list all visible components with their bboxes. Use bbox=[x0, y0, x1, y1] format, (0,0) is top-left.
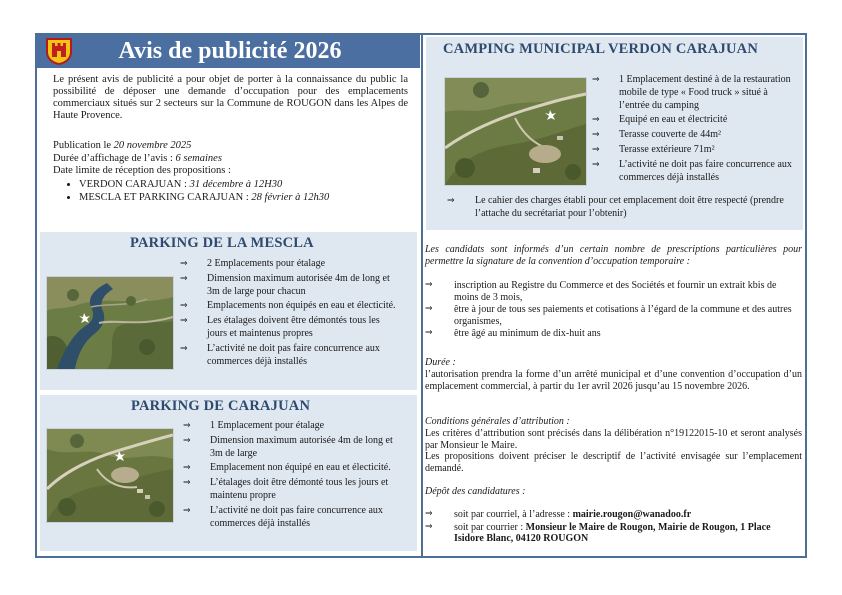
list-item-text: Emplacements non équipés en eau et électicité. bbox=[207, 300, 396, 312]
page-title: Avis de publicité 2026 bbox=[118, 38, 342, 64]
publication-info bbox=[53, 140, 413, 206]
list-item-text: Dimension maximum autorisée 4m de long et 3m de large pour chacun bbox=[207, 272, 390, 297]
list-item-text: Dimension maximum autorisée 4m de long et 3m de large bbox=[210, 434, 393, 459]
depot-email-prefix: soit par courriel, à l’adresse : bbox=[454, 509, 573, 520]
attribution-text-2: Les propositions doivent préciser le descriptif de l’activité envisagée sur l’emplacement demandé. bbox=[425, 451, 802, 474]
arrow-icon: ⇒ bbox=[592, 130, 600, 141]
arrow-icon: ⇒ bbox=[447, 196, 455, 206]
camping-aerial-photo bbox=[444, 77, 587, 186]
list-item bbox=[425, 328, 802, 340]
conditions-intro bbox=[425, 244, 802, 267]
duration-value: 6 semaines bbox=[175, 152, 222, 164]
list-item-text: L’activité ne doit pas faire concurrence aux commerces déjà installés bbox=[207, 342, 380, 367]
list-item bbox=[592, 74, 797, 112]
list-item bbox=[183, 477, 405, 503]
deadline-item bbox=[79, 192, 413, 205]
list-item bbox=[425, 522, 802, 545]
list-item-text: 1 Emplacement destiné à de la restauration mobile de type « Food truck » situé à l’entrée du camping bbox=[619, 74, 791, 111]
attribution-text-1: Les critères d’attribution sont précisés dans la délibération n°19122015-10 et seront analysés par Monsieur le Maire. bbox=[425, 428, 802, 451]
list-item bbox=[425, 304, 802, 327]
duree-text: l’autorisation prendra la forme d’un arrêté municipal et d’une convention d’occupation d’un emplacement commercial, à partir du 1er avril 2026 jusqu’au 15 novembre 2026. bbox=[425, 369, 802, 392]
arrow-icon: ⇒ bbox=[180, 301, 188, 312]
list-item-text: Emplacement non équipé en eau et électicité. bbox=[210, 462, 391, 474]
arrow-icon: ⇒ bbox=[592, 144, 600, 155]
publication-date: 20 novembre 2025 bbox=[113, 140, 192, 151]
arrow-icon: ⇒ bbox=[425, 509, 433, 519]
list-item bbox=[592, 114, 797, 127]
cahier-text: Le cahier des charges établi pour cet emplacement doit être respecté (prendre l’attache du secrétariat pour l’obtenir) bbox=[475, 195, 784, 219]
coat-of-arms-icon bbox=[46, 37, 72, 65]
deadline-list bbox=[53, 179, 413, 205]
deadline-site: MESCLA ET PARKING CARAJUAN : bbox=[79, 192, 252, 203]
duration-label: Durée d’affichage de l’avis : bbox=[53, 152, 176, 164]
list-item bbox=[425, 509, 802, 521]
camping-aerial-image bbox=[445, 78, 586, 185]
conditions-intro-text: Les candidats sont informés d’un certain nombre de prescriptions particulières pour permettre la signature de la convention d’occupation temporaire : bbox=[425, 244, 802, 267]
arrow-icon: ⇒ bbox=[180, 343, 188, 354]
conditions-list bbox=[425, 280, 802, 341]
list-item-text: Terasse extérieure 71m² bbox=[619, 143, 715, 155]
arrow-icon: ⇒ bbox=[425, 280, 433, 290]
arrow-icon: ⇒ bbox=[592, 115, 600, 126]
attribution-label bbox=[425, 416, 802, 428]
arrow-icon: ⇒ bbox=[183, 435, 191, 446]
arrow-icon: ⇒ bbox=[183, 505, 191, 516]
deadline-date: 28 février à 12h30 bbox=[251, 192, 330, 203]
depot-mail-prefix: soit par courrier : bbox=[454, 521, 526, 533]
arrow-icon: ⇒ bbox=[183, 478, 191, 489]
list-item-text: inscription au Registre du Commerce et des Sociétés et fournir un extrait kbis de moins de 3 mois, bbox=[454, 280, 777, 303]
duration-line bbox=[53, 153, 413, 166]
arrow-icon: ⇒ bbox=[592, 75, 600, 85]
carajuan-aerial-image bbox=[47, 429, 173, 522]
list-item-text: L’activité ne doit pas faire concurrence aux commerces déjà installés bbox=[210, 504, 383, 529]
arrow-icon: ⇒ bbox=[183, 421, 191, 431]
deadline-site: VERDON CARAJUAN : bbox=[79, 178, 190, 190]
list-item-text: L’étalages doit être démonté tous les jours et maintenu propre bbox=[210, 477, 389, 501]
list-item bbox=[183, 435, 405, 461]
list-item-text: Les étalages doivent être démontés tous les jours et maintenus propres bbox=[207, 315, 380, 339]
list-item bbox=[180, 273, 402, 299]
arrow-icon: ⇒ bbox=[183, 463, 191, 474]
column-divider bbox=[421, 33, 423, 558]
list-item-text: Terasse couverte de 44m² bbox=[619, 129, 721, 141]
list-item-text: 2 Emplacements pour étalage bbox=[207, 258, 326, 269]
depot-label bbox=[425, 486, 802, 498]
duree-label-text: Durée : bbox=[425, 357, 456, 368]
list-item-text: Equipé en eau et électricité bbox=[619, 114, 728, 126]
list-item-text: être à jour de tous ses paiements et cotisations à l’égard de la commune et des autres organismes, bbox=[454, 304, 792, 327]
arrow-icon: ⇒ bbox=[425, 304, 433, 315]
intro-paragraph: Le présent avis de publicité a pour objet de porter à la connaissance du public la possibilité de déposer une demande d’occupation pour des emplacements commerciaux situés sur 2 secteurs sur la Commune de ROUGON dans les Alpes de Haute Provence. bbox=[53, 74, 408, 121]
mescla-title: PARKING DE LA MESCLA bbox=[130, 235, 314, 251]
list-item bbox=[183, 462, 405, 475]
list-item bbox=[592, 144, 797, 157]
carajuan-aerial-photo bbox=[46, 428, 174, 523]
publication-line bbox=[53, 140, 413, 153]
carajuan-list bbox=[183, 420, 405, 532]
cahier-des-charges-note bbox=[447, 195, 802, 221]
list-item bbox=[180, 315, 402, 341]
mescla-list bbox=[180, 258, 402, 370]
list-item bbox=[180, 300, 402, 313]
arrow-icon: ⇒ bbox=[425, 521, 433, 532]
deadline-date: 31 décembre à 12H30 bbox=[189, 178, 283, 190]
depot-mail-address: Monsieur le Maire de Rougon, Mairie de Rougon, 1 Place Isidore Blanc, 04120 ROUGON bbox=[454, 521, 771, 545]
attribution-label-text: Conditions générales d’attribution : bbox=[425, 416, 570, 427]
duree-label bbox=[425, 357, 802, 369]
list-item-text: être âgé au minimum de dix-huit ans bbox=[454, 328, 601, 340]
mescla-aerial-image bbox=[47, 277, 173, 369]
depot-label-text: Dépôt des candidatures : bbox=[425, 486, 526, 497]
mescla-aerial-photo bbox=[46, 276, 174, 370]
camping-title: CAMPING MUNICIPAL VERDON CARAJUAN bbox=[443, 41, 758, 57]
list-item bbox=[592, 159, 797, 185]
depot-list bbox=[425, 509, 802, 546]
arrow-icon: ⇒ bbox=[425, 328, 433, 339]
deadline-label: Date limite de réception des propositions : bbox=[53, 165, 231, 176]
list-item bbox=[183, 420, 405, 433]
camping-list bbox=[592, 74, 797, 186]
publication-label: Publication le bbox=[53, 140, 114, 151]
list-item bbox=[425, 280, 802, 303]
list-item-text: L’activité ne doit pas faire concurrence aux commerces déjà installés bbox=[619, 158, 792, 183]
list-item bbox=[592, 129, 797, 142]
carajuan-title: PARKING DE CARAJUAN bbox=[131, 398, 311, 414]
arrow-icon: ⇒ bbox=[180, 316, 188, 327]
list-item bbox=[180, 343, 402, 369]
deadline-item bbox=[79, 179, 413, 192]
list-item bbox=[180, 258, 402, 271]
list-item bbox=[183, 505, 405, 531]
arrow-icon: ⇒ bbox=[592, 159, 600, 170]
list-item-text: 1 Emplacement pour étalage bbox=[210, 420, 325, 431]
arrow-icon: ⇒ bbox=[180, 273, 188, 284]
depot-email-link[interactable]: mairie.rougon@wanadoo.fr bbox=[572, 509, 692, 520]
arrow-icon: ⇒ bbox=[180, 259, 188, 269]
